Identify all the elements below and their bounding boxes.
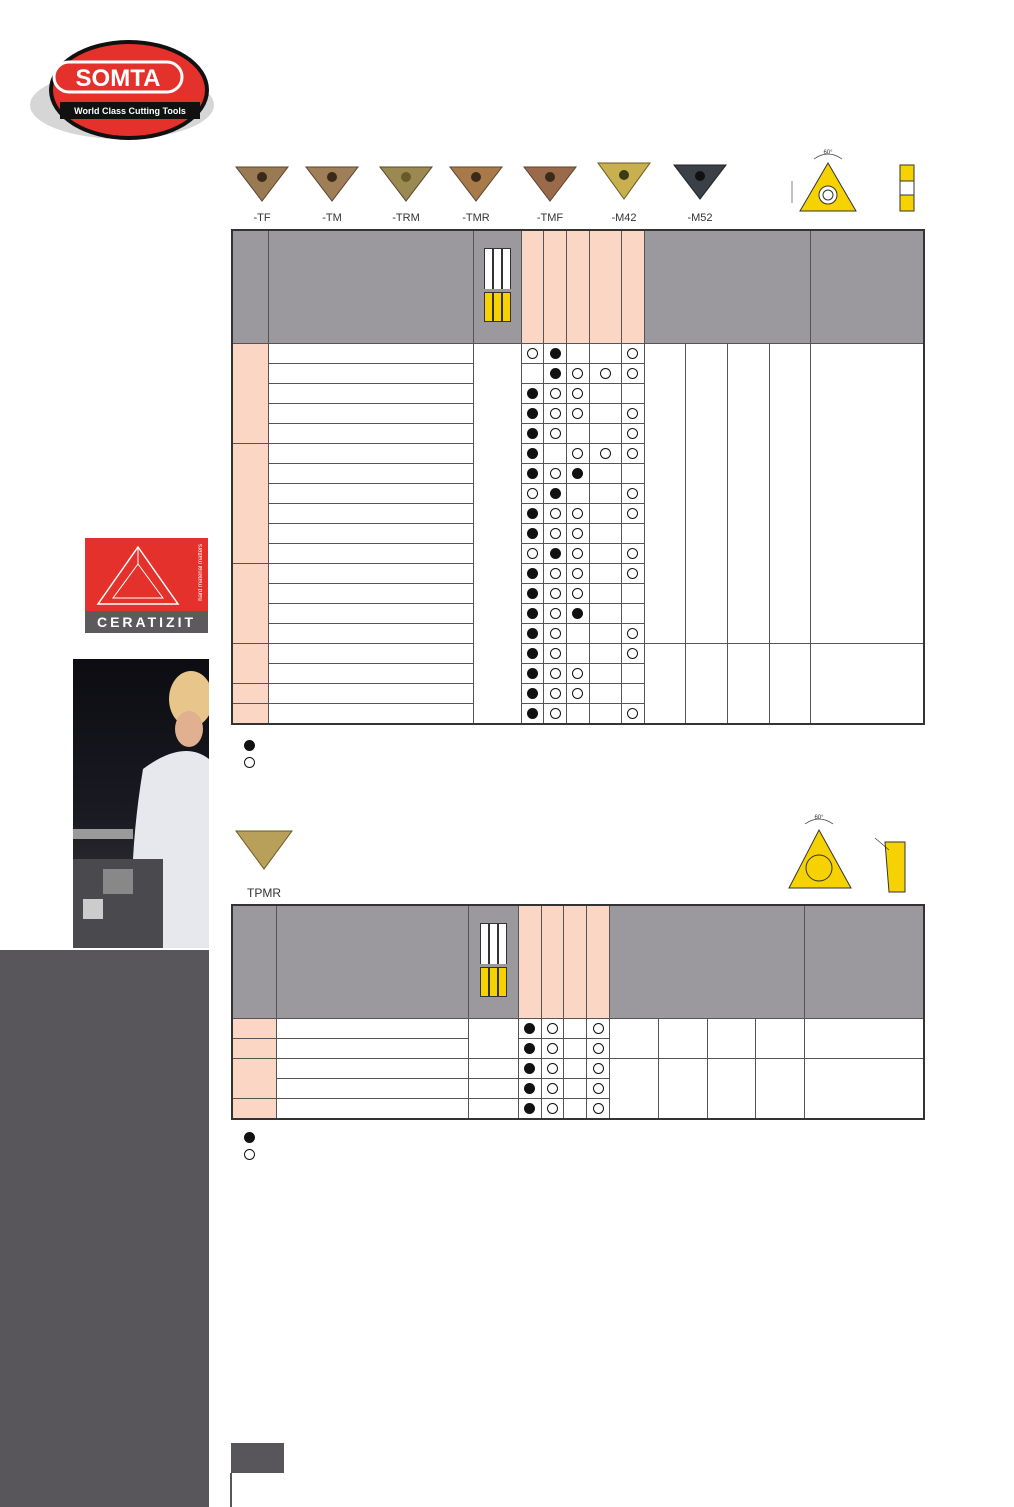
ring-icon (550, 688, 561, 699)
table-row (232, 1058, 924, 1078)
dot-icon (527, 428, 538, 439)
insert-label: -M52 (687, 212, 713, 224)
ring-icon (572, 688, 583, 699)
ring-icon (550, 468, 561, 479)
ring-icon (550, 508, 561, 519)
ring-icon (572, 668, 583, 679)
insert-label: -TRM (392, 212, 420, 224)
dot-icon (244, 740, 255, 751)
insert-geometry-diagram (780, 145, 930, 220)
insert-tmr-icon (450, 167, 502, 201)
ring-icon (593, 1023, 604, 1034)
page-number-tab (231, 1443, 284, 1473)
dot-icon (527, 468, 538, 479)
dot-icon (524, 1103, 535, 1114)
dot-icon (524, 1023, 535, 1034)
ring-icon (550, 428, 561, 439)
dot-icon (572, 608, 583, 619)
shank-icon (484, 248, 493, 289)
ring-icon (527, 348, 538, 359)
table-row (232, 343, 924, 363)
insert-trm-icon (380, 167, 432, 201)
ring-icon (627, 428, 638, 439)
ring-icon (627, 488, 638, 499)
dot-icon (527, 508, 538, 519)
ring-icon (550, 388, 561, 399)
ring-icon (550, 708, 561, 719)
legend-2 (244, 1131, 255, 1160)
ring-icon (244, 757, 255, 768)
dot-icon (550, 368, 561, 379)
insert-label: -TF (253, 212, 271, 224)
ring-icon (627, 368, 638, 379)
dot-icon (524, 1063, 535, 1074)
ring-icon (550, 568, 561, 579)
ring-icon (547, 1103, 558, 1114)
ring-icon (550, 648, 561, 659)
dot-icon (550, 548, 561, 559)
ring-icon (627, 708, 638, 719)
ring-icon (572, 448, 583, 459)
ceratizit-triangle-icon (93, 542, 193, 612)
ring-icon (550, 668, 561, 679)
ring-icon (627, 648, 638, 659)
dot-icon (527, 568, 538, 579)
insert-grade-table (231, 229, 925, 725)
legend (244, 739, 255, 768)
dot-icon (527, 668, 538, 679)
insert-tm-icon (306, 167, 358, 201)
ring-icon (627, 568, 638, 579)
svg-text:60°: 60° (823, 150, 833, 156)
ceratizit-name: CERATIZIT (85, 611, 208, 633)
ring-icon (593, 1103, 604, 1114)
dot-icon (550, 348, 561, 359)
table-row (232, 643, 924, 663)
ring-icon (547, 1043, 558, 1054)
dot-icon (527, 688, 538, 699)
dot-icon (524, 1043, 535, 1054)
dot-icon (572, 468, 583, 479)
ring-icon (550, 408, 561, 419)
lab-photo (73, 659, 209, 948)
insert-label: -M42 (611, 212, 637, 224)
ring-icon (572, 588, 583, 599)
insert-tf-icon (236, 167, 288, 201)
dot-icon (527, 648, 538, 659)
somta-logo (22, 35, 214, 150)
tpmr-geometry-diagram (775, 810, 925, 900)
sidebar-panel (0, 950, 209, 1507)
svg-text:60°: 60° (814, 815, 824, 821)
ring-icon (550, 608, 561, 619)
dot-icon (527, 528, 538, 539)
insert-tmf-icon (524, 167, 576, 201)
ring-icon (593, 1083, 604, 1094)
ceratizit-logo (85, 538, 208, 633)
ring-icon (547, 1023, 558, 1034)
ring-icon (627, 408, 638, 419)
insert-images (230, 155, 740, 227)
ring-icon (572, 408, 583, 419)
ring-icon (572, 568, 583, 579)
ring-icon (527, 488, 538, 499)
ring-icon (627, 628, 638, 639)
table-row (232, 1018, 924, 1038)
ceratizit-tagline: hard material matters (198, 544, 204, 601)
ring-icon (627, 348, 638, 359)
dot-icon (527, 448, 538, 459)
insert-label: -TMR (462, 212, 490, 224)
ring-icon (527, 548, 538, 559)
dot-icon (527, 388, 538, 399)
ring-icon (550, 628, 561, 639)
ring-icon (550, 528, 561, 539)
ring-icon (593, 1063, 604, 1074)
tpmr-insert-icon (232, 825, 302, 885)
ring-icon (572, 508, 583, 519)
ring-icon (547, 1063, 558, 1074)
dot-icon (527, 608, 538, 619)
logo-brand: SOMTA (75, 65, 161, 92)
dot-icon (527, 588, 538, 599)
insert-label: -TM (322, 212, 342, 224)
ring-icon (593, 1043, 604, 1054)
ring-icon (572, 388, 583, 399)
ring-icon (572, 368, 583, 379)
dot-icon (527, 628, 538, 639)
insert-label: -TMF (536, 212, 564, 224)
ring-icon (600, 368, 611, 379)
ring-icon (547, 1083, 558, 1094)
ring-icon (627, 448, 638, 459)
ring-icon (550, 588, 561, 599)
grade-icon (484, 292, 493, 322)
section-title: TPMR (247, 886, 281, 900)
dot-icon (550, 488, 561, 499)
dot-icon (524, 1083, 535, 1094)
ring-icon (600, 448, 611, 459)
ring-icon (627, 548, 638, 559)
insert-m52-icon (674, 165, 726, 199)
ring-icon (627, 508, 638, 519)
page-rule (230, 1473, 232, 1507)
tpmr-grade-table (231, 904, 925, 1120)
ring-icon (572, 548, 583, 559)
ring-icon (572, 528, 583, 539)
insert-m42-icon (598, 163, 650, 199)
dot-icon (527, 408, 538, 419)
logo-tagline: World Class Cutting Tools (74, 106, 186, 116)
dot-icon (527, 708, 538, 719)
